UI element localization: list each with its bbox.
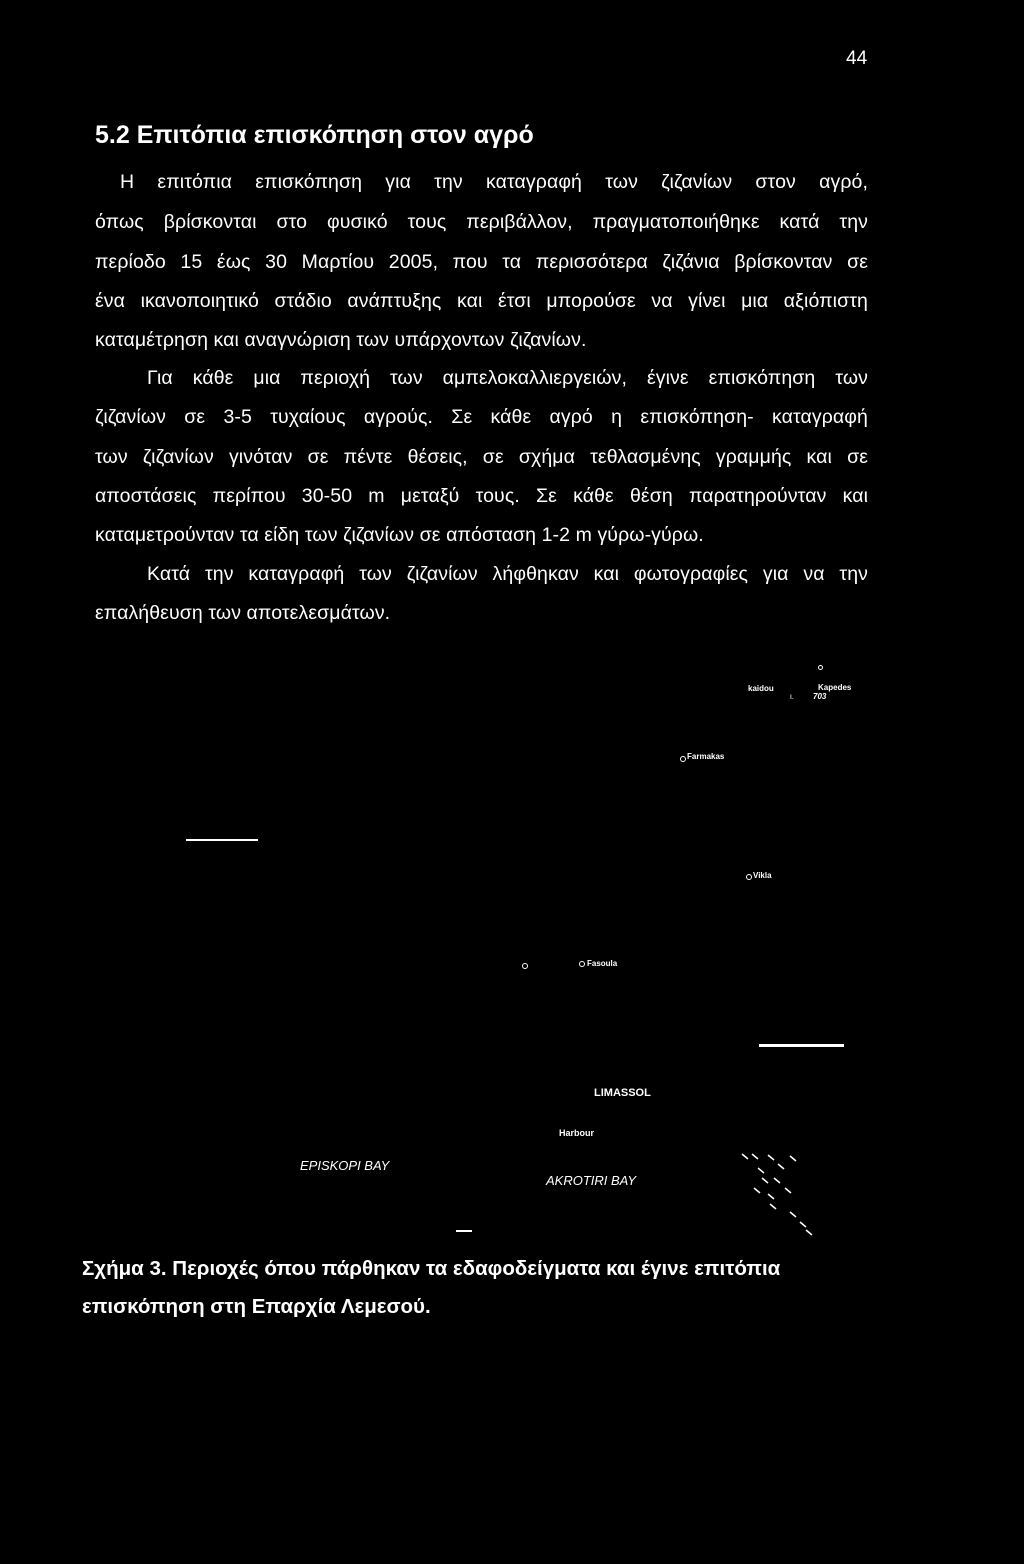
map-label-akrotiri-bay: AKROTIRI BAY bbox=[546, 1173, 637, 1188]
paragraph-line: όπως βρίσκονται στο φυσικό τους περιβάλλον, πραγματοποιήθηκε κατά την bbox=[95, 211, 868, 233]
map-label-fasoula: Fasoula bbox=[587, 959, 618, 968]
paragraph-line: ένα ικανοποιητικό στάδιο ανάπτυξης και έτσι μπορούσε να γίνει μια αξιόπιστη bbox=[95, 290, 868, 312]
paragraph-line: επαλήθευση των αποτελεσμάτων. bbox=[95, 602, 391, 624]
map-label-episkopi-bay: EPISKOPI BAY bbox=[300, 1158, 390, 1173]
village-marker bbox=[746, 874, 752, 880]
map-label-vikla: Vikla bbox=[753, 871, 772, 880]
village-marker bbox=[522, 963, 528, 969]
map-label-farmakas: Farmakas bbox=[687, 752, 725, 761]
village-marker bbox=[680, 756, 686, 762]
paragraph-line: περίοδο 15 έως 30 Μαρτίου 2005, που τα περισσότερα ζιζάνια βρίσκονταν σε bbox=[95, 251, 868, 273]
paragraph-line: καταμέτρηση και αναγνώριση των υπάρχοντων ζιζανίων. bbox=[95, 329, 587, 351]
paragraph-line: Για κάθε μια περιοχή των αμπελοκαλλιεργειών, έγινε επισκόπηση των bbox=[147, 367, 868, 389]
map-road-line bbox=[759, 1044, 844, 1047]
map-label-kaidou: kaidou bbox=[748, 684, 774, 693]
map-road-line bbox=[456, 1230, 472, 1232]
figure-caption: Σχήμα 3. Περιοχές όπου πάρθηκαν τα εδαφοδείγματα και έγινε επιτόπια bbox=[82, 1257, 781, 1280]
paragraph-line: ζιζανίων σε 3-5 τυχαίους αγρούς. Σε κάθε αγρό η επισκόπηση- καταγραφή bbox=[95, 406, 868, 428]
page-number: 44 bbox=[846, 48, 868, 69]
map-label-harbour: Harbour bbox=[559, 1128, 595, 1138]
map-road-line bbox=[186, 839, 258, 841]
paragraph-line: καταμετρούνταν τα είδη των ζιζανίων σε απόσταση 1-2 m γύρω-γύρω. bbox=[95, 524, 704, 546]
village-marker bbox=[579, 961, 585, 967]
coastline-hatching bbox=[740, 1150, 830, 1240]
map-label-limassol: LIMASSOL bbox=[594, 1087, 651, 1099]
village-marker bbox=[818, 665, 823, 670]
map-label-kapedes: Kapedes bbox=[818, 683, 852, 692]
section-heading: 5.2 Επιτόπια επισκόπηση στον αγρό bbox=[95, 121, 534, 149]
paragraph-line: Η επιτόπια επισκόπηση για την καταγραφή των ζιζανίων στον αγρό, bbox=[120, 171, 868, 193]
figure-caption-continued: επισκόπηση στη Επαρχία Λεμεσού. bbox=[82, 1295, 431, 1318]
paragraph-line: αποστάσεις περίπου 30-50 m μεταξύ τους. Σε κάθε θέση παρατηρούνταν και bbox=[95, 485, 868, 507]
paragraph-line: Κατά την καταγραφή των ζιζανίων λήφθηκαν και φωτογραφίες για να την bbox=[147, 563, 868, 585]
paragraph-line: των ζιζανίων γινόταν σε πέντε θέσεις, σε σχήμα τεθλασμένης γραμμής και σε bbox=[95, 446, 868, 468]
map-label-703: 703 bbox=[813, 692, 827, 701]
